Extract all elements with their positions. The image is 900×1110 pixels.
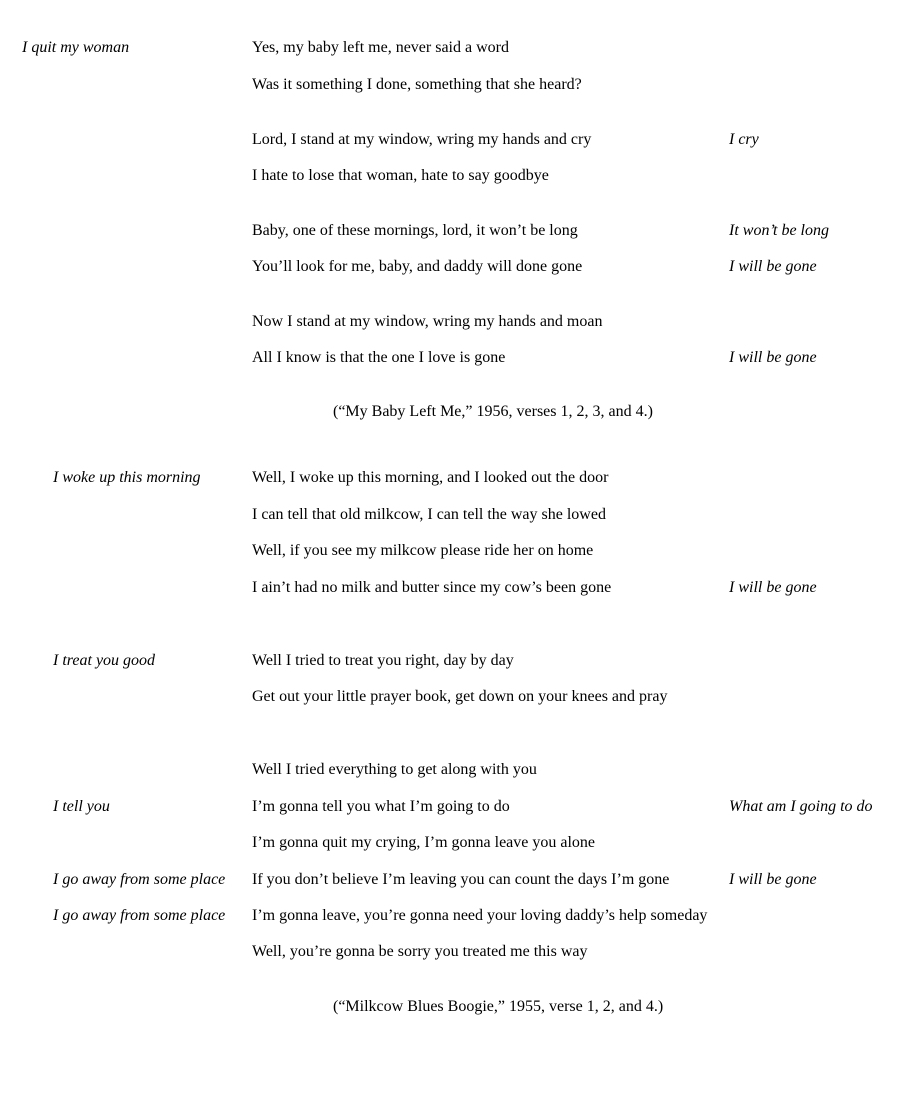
citation-row xyxy=(0,401,900,423)
lyric-row xyxy=(0,759,900,781)
lyric-row xyxy=(0,650,900,672)
lyric-row xyxy=(0,165,900,187)
margin-annotation: I treat you good xyxy=(53,652,156,669)
response-annotation: What am I going to do xyxy=(729,798,873,815)
lyric-line: Baby, one of these mornings, lord, it won’t be long xyxy=(252,222,578,239)
lyric-row xyxy=(0,796,900,818)
lyric-row xyxy=(0,256,900,278)
lyric-row xyxy=(0,577,900,599)
lyric-row xyxy=(0,540,900,562)
lyric-row xyxy=(0,467,900,489)
lyric-row xyxy=(0,905,900,927)
lyric-row xyxy=(0,941,900,963)
lyric-row xyxy=(0,869,900,891)
margin-annotation: I quit my woman xyxy=(22,39,130,56)
response-annotation: I will be gone xyxy=(729,349,817,366)
lyric-line: Well I tried to treat you right, day by day xyxy=(252,652,514,669)
lyric-line: I hate to lose that woman, hate to say goodbye xyxy=(252,167,549,184)
citation-row xyxy=(0,996,900,1018)
lyric-line: Well, I woke up this morning, and I looked out the door xyxy=(252,469,609,486)
lyric-line: I’m gonna leave, you’re gonna need your loving daddy’s help someday xyxy=(252,907,708,924)
response-annotation: I cry xyxy=(729,131,759,148)
margin-annotation: I go away from some place xyxy=(53,871,226,888)
response-annotation: It won’t be long xyxy=(729,222,829,239)
song-citation: (“My Baby Left Me,” 1956, verses 1, 2, 3, and 4.) xyxy=(333,403,653,420)
lyric-line: I ain’t had no milk and butter since my cow’s been gone xyxy=(252,579,612,596)
lyric-row xyxy=(0,311,900,333)
lyric-line: I’m gonna quit my crying, I’m gonna leave you alone xyxy=(252,834,596,851)
lyric-line: Yes, my baby left me, never said a word xyxy=(252,39,509,56)
lyric-row xyxy=(0,832,900,854)
lyric-row xyxy=(0,129,900,151)
response-annotation: I will be gone xyxy=(729,871,817,888)
song-citation: (“Milkcow Blues Boogie,” 1955, verse 1, 2, and 4.) xyxy=(333,998,664,1015)
lyric-row xyxy=(0,220,900,242)
lyric-line: I’m gonna tell you what I’m going to do xyxy=(252,798,510,815)
margin-annotation: I go away from some place xyxy=(53,907,226,924)
lyric-line: Lord, I stand at my window, wring my hands and cry xyxy=(252,131,592,148)
lyric-line: Well, you’re gonna be sorry you treated me this way xyxy=(252,943,588,960)
lyric-row xyxy=(0,74,900,96)
lyric-line: Well I tried everything to get along with you xyxy=(252,761,537,778)
lyric-line: Was it something I done, something that she heard? xyxy=(252,76,582,93)
lyric-row xyxy=(0,686,900,708)
lyric-line: All I know is that the one I love is gone xyxy=(252,349,506,366)
margin-annotation: I tell you xyxy=(53,798,110,815)
lyric-line: Well, if you see my milkcow please ride her on home xyxy=(252,542,594,559)
margin-annotation: I woke up this morning xyxy=(53,469,201,486)
lyric-line: You’ll look for me, baby, and daddy will done gone xyxy=(252,258,583,275)
lyric-row xyxy=(0,504,900,526)
response-annotation: I will be gone xyxy=(729,258,817,275)
lyric-line: I can tell that old milkcow, I can tell the way she lowed xyxy=(252,506,606,523)
lyric-line: Now I stand at my window, wring my hands and moan xyxy=(252,313,603,330)
response-annotation: I will be gone xyxy=(729,579,817,596)
lyric-line: If you don’t believe I’m leaving you can count the days I’m gone xyxy=(252,871,670,888)
lyric-line: Get out your little prayer book, get down on your knees and pray xyxy=(252,688,668,705)
lyric-row xyxy=(0,347,900,369)
lyric-row xyxy=(0,37,900,59)
